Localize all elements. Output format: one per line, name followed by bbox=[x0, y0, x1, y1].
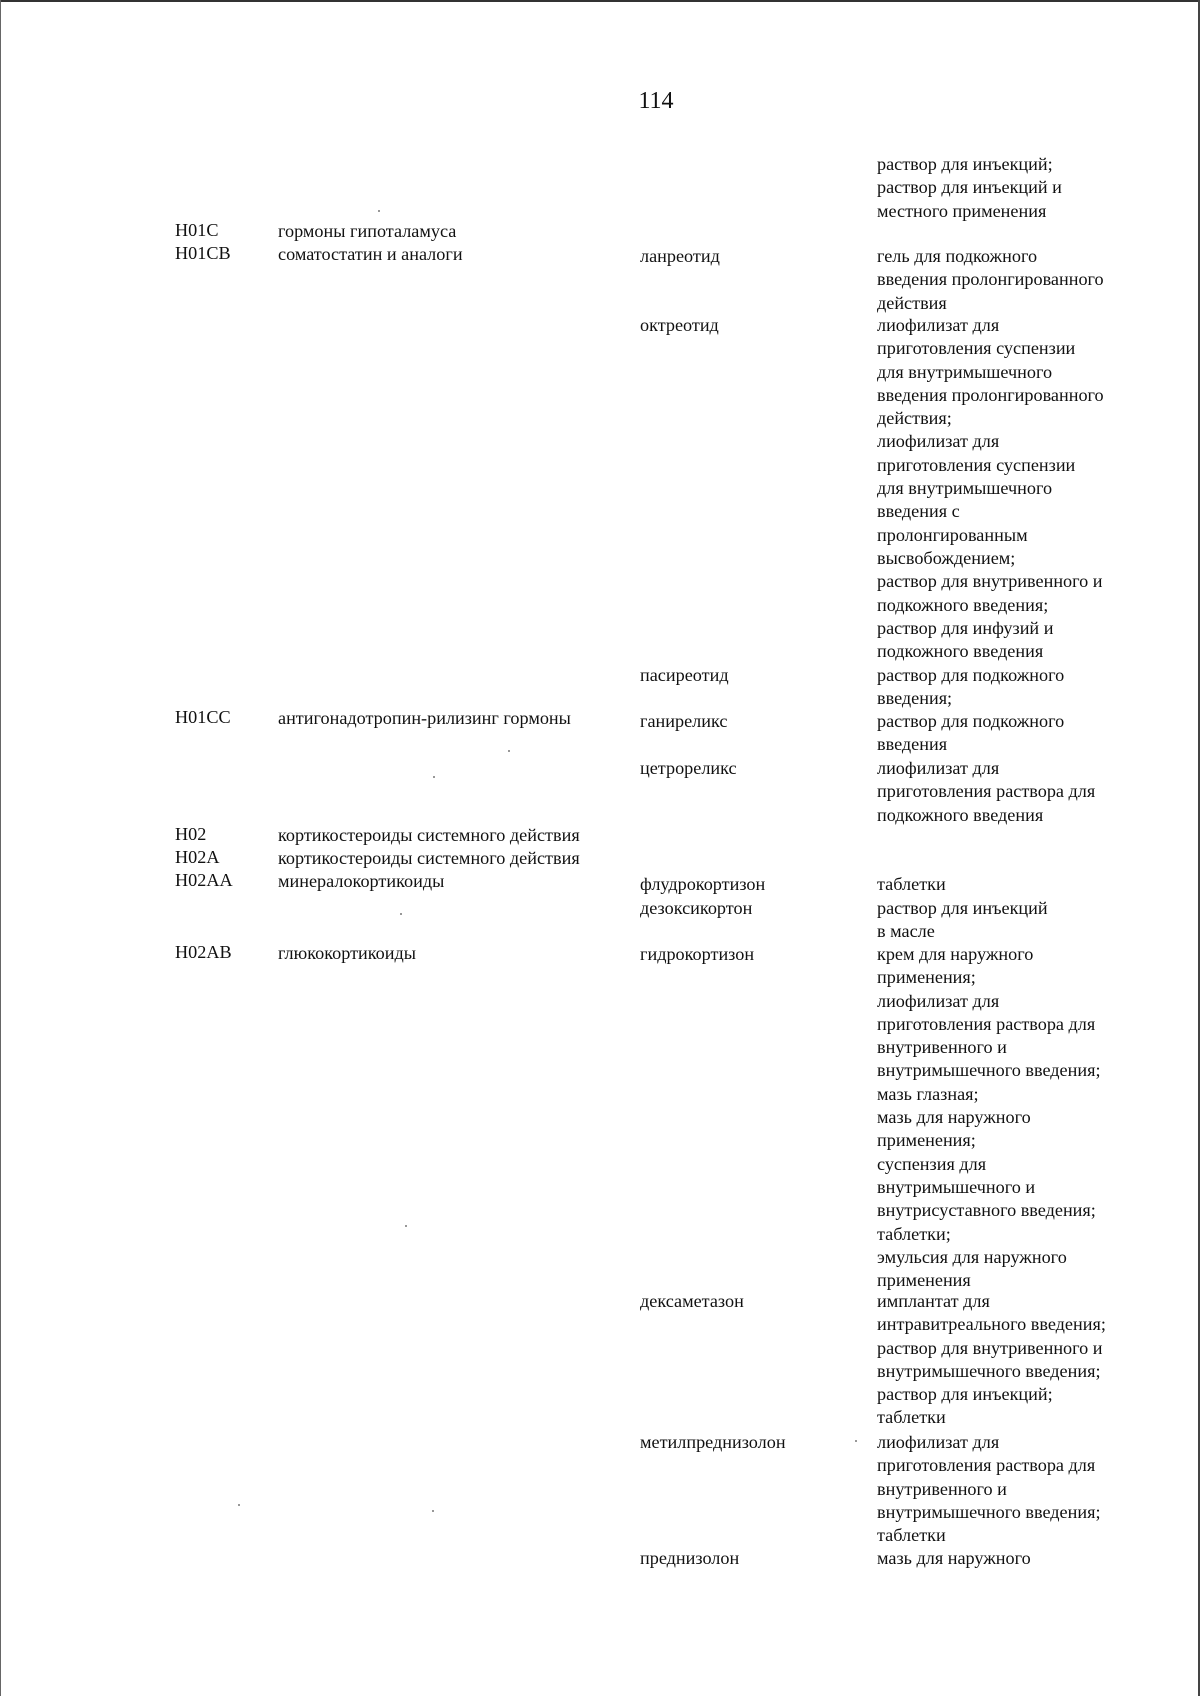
scan-speck bbox=[238, 1504, 240, 1506]
scan-speck bbox=[378, 210, 380, 212]
dosage-forms: раствор для подкожного введения; bbox=[877, 665, 1065, 709]
dosage-forms: лиофилизат для приготовления раствора для подкожного введения bbox=[877, 758, 1096, 825]
drug-name: дезоксикортон bbox=[640, 898, 753, 918]
dosage-forms: раствор для инъекций в масле bbox=[877, 898, 1048, 942]
scan-speck bbox=[508, 750, 510, 752]
dosage-forms-continued: раствор для инъекций; раствор для инъекций и местного применения bbox=[877, 154, 1062, 221]
atc-code-h02aa: H02AA bbox=[175, 870, 233, 890]
drug-name: флудрокортизон bbox=[640, 874, 766, 894]
drug-name: пасиреотид bbox=[640, 665, 729, 685]
drug-name: преднизолон bbox=[640, 1548, 740, 1568]
dosage-forms: лиофилизат для приготовления раствора для внутривенного и внутримышечного введения; таблетки bbox=[877, 1432, 1101, 1546]
drug-name: октреотид bbox=[640, 315, 719, 335]
page-number: 114 bbox=[638, 88, 674, 114]
dosage-forms: мазь для наружного bbox=[877, 1548, 1031, 1568]
atc-group-h01c: гормоны гипоталамуса bbox=[278, 221, 457, 241]
atc-group-h02aa: минералокортикоиды bbox=[278, 871, 445, 891]
scan-speck bbox=[405, 1225, 407, 1227]
atc-code-h02ab: H02AB bbox=[175, 942, 232, 962]
atc-group-h02ab: глюкокортикоиды bbox=[278, 943, 416, 963]
dosage-forms: лиофилизат для приготовления суспензии для внутримышечного введения пролонгированного действия; лиофилизат для приготовления суспензии для внутримышечного введения с пролонгированным высвобождением; раствор для внутривенного и подкожного введения; раствор для инфузий и подкожного введения bbox=[877, 315, 1104, 662]
scan-speck bbox=[432, 1510, 434, 1512]
drug-name: гидрокортизон bbox=[640, 944, 755, 964]
atc-group-h02a: кортикостероиды системного действия bbox=[278, 848, 580, 868]
dosage-forms: раствор для подкожного введения bbox=[877, 711, 1065, 755]
drug-name: метилпреднизолон bbox=[640, 1432, 786, 1452]
drug-name: ланреотид bbox=[640, 246, 720, 266]
dosage-forms: таблетки bbox=[877, 874, 946, 894]
drug-name: дексаметазон bbox=[640, 1291, 744, 1311]
drug-name: цетрореликс bbox=[640, 758, 737, 778]
atc-group-h01cc: антигонадотропин-рилизинг гормоны bbox=[278, 708, 571, 728]
atc-code-h01cb: H01CB bbox=[175, 243, 231, 263]
scan-speck bbox=[855, 1440, 857, 1442]
dosage-forms: имплантат для интравитреального введения; раствор для внутривенного и внутримышечного введения; раствор для инъекций; таблетки bbox=[877, 1291, 1106, 1428]
atc-group-h02: кортикостероиды системного действия bbox=[278, 825, 580, 845]
atc-group-h01cb: соматостатин и аналоги bbox=[278, 244, 463, 264]
drug-name: ганиреликс bbox=[640, 711, 728, 731]
dosage-forms: крем для наружного применения; лиофилизат для приготовления раствора для внутривенного и внутримышечного введения; мазь глазная; мазь для наружного применения; суспензия для внутримышечного и внутрисуставного введения; таблетки; эмульсия для наружного применения bbox=[877, 944, 1101, 1291]
atc-code-h01cc: H01CC bbox=[175, 707, 231, 727]
atc-code-h01c: H01C bbox=[175, 220, 219, 240]
scan-edge-top bbox=[0, 0, 1200, 2]
scan-speck bbox=[400, 913, 402, 915]
atc-code-h02a: H02A bbox=[175, 847, 220, 867]
scan-edge-left bbox=[0, 0, 1, 1696]
atc-code-h02: H02 bbox=[175, 824, 207, 844]
scan-speck bbox=[433, 776, 435, 778]
dosage-forms: гель для подкожного введения пролонгированного действия bbox=[877, 246, 1104, 313]
